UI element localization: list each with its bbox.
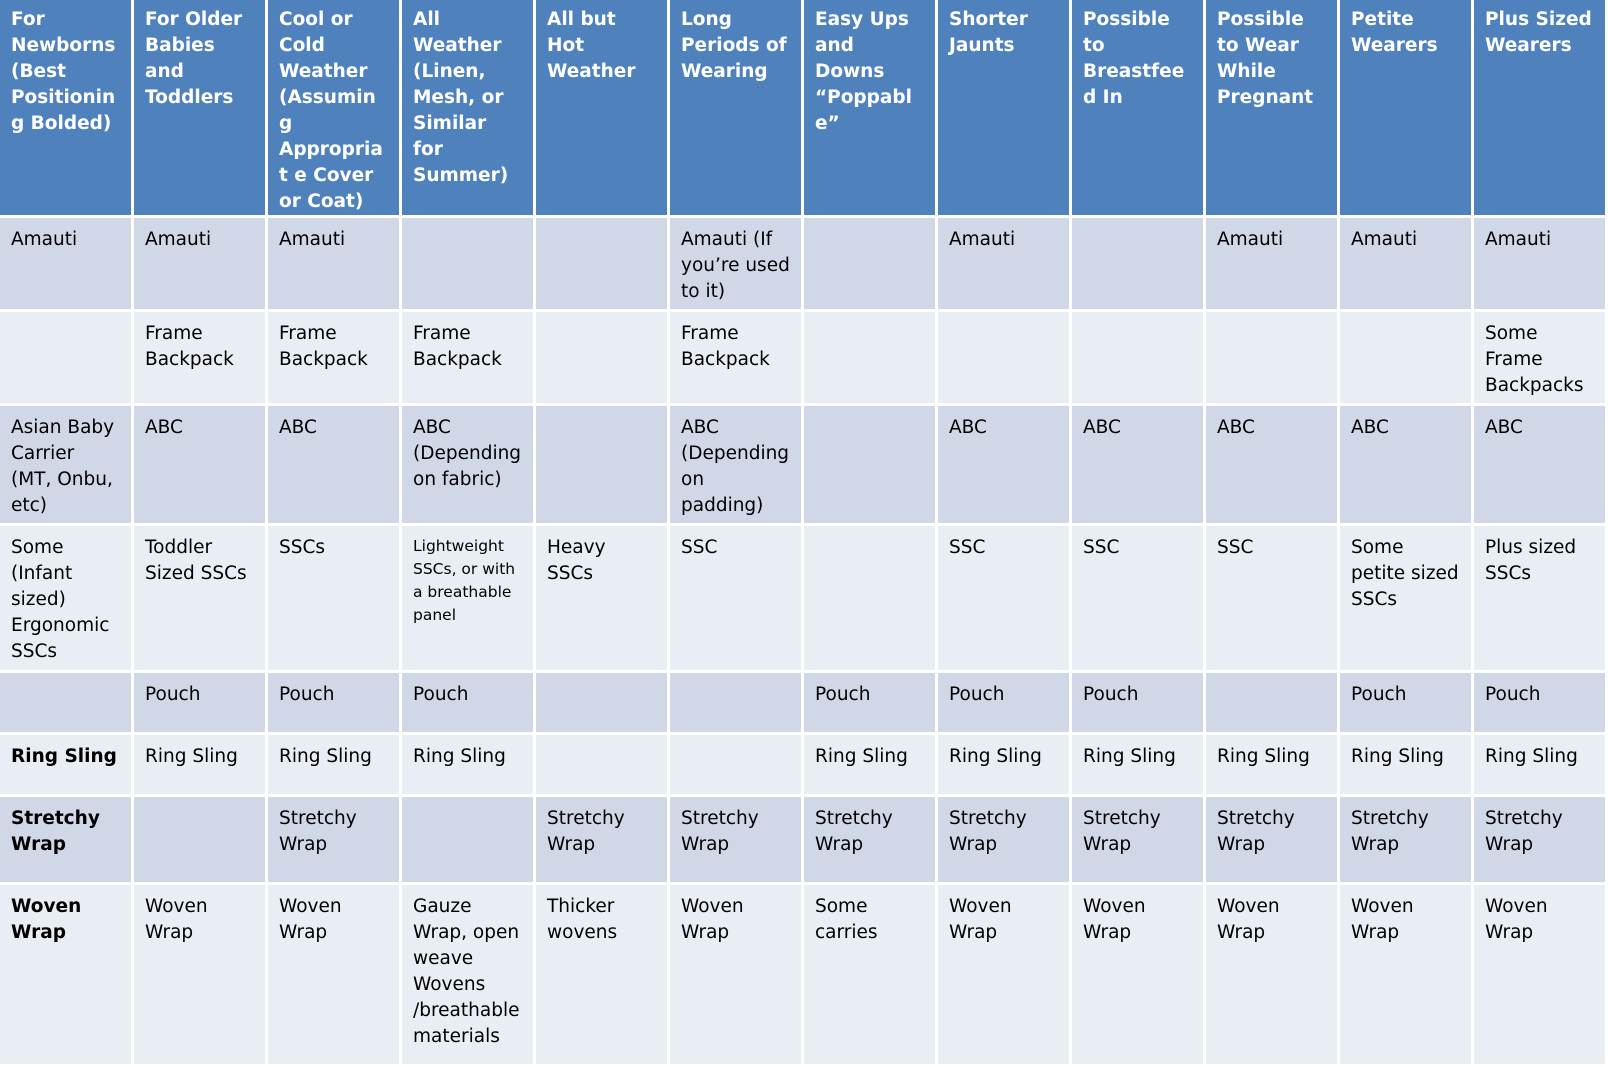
- header-older-babies: For Older Babies and Toddlers: [134, 0, 265, 215]
- table-cell: Stretchy Wrap: [670, 797, 801, 882]
- table-cell: Frame Backpack: [268, 312, 399, 403]
- row-woven-wrap: [0, 885, 1605, 1064]
- header-long-periods: Long Periods of Wearing: [670, 0, 801, 215]
- table-cell: Woven Wrap: [268, 885, 399, 1064]
- table-cell: SSC: [1206, 526, 1337, 670]
- table-cell: ABC (Depending on fabric): [402, 406, 533, 523]
- table-cell: Stretchy Wrap: [1206, 797, 1337, 882]
- table-cell: Woven Wrap: [670, 885, 801, 1064]
- row-ssc: [0, 526, 1605, 670]
- table-cell: Ring Sling: [1072, 735, 1203, 794]
- table-cell: Some Frame Backpacks: [1474, 312, 1605, 403]
- table-cell: Ring Sling: [1340, 735, 1471, 794]
- table-cell: [402, 218, 533, 309]
- table-cell: Some carries: [804, 885, 935, 1064]
- table-cell: ABC: [268, 406, 399, 523]
- table-cell: [1072, 312, 1203, 403]
- table-cell: SSC: [938, 526, 1069, 670]
- table-cell: Some petite sized SSCs: [1340, 526, 1471, 670]
- row-frame-backpack: [0, 312, 1605, 403]
- table-cell: Ring Sling: [1206, 735, 1337, 794]
- header-plus-sized: Plus Sized Wearers: [1474, 0, 1605, 215]
- table-cell: [134, 797, 265, 882]
- table-cell: Stretchy Wrap: [0, 797, 131, 882]
- table-cell: Amauti: [1474, 218, 1605, 309]
- table-cell: Stretchy Wrap: [938, 797, 1069, 882]
- table-cell: Ring Sling: [938, 735, 1069, 794]
- table-cell: Stretchy Wrap: [536, 797, 667, 882]
- table-cell: Pouch: [1474, 673, 1605, 732]
- header-cold-weather: Cool or Cold Weather (Assuming Appropriat e Cover or Coat): [268, 0, 399, 215]
- table-cell: Pouch: [938, 673, 1069, 732]
- table-cell: Ring Sling: [402, 735, 533, 794]
- header-petite: Petite Wearers: [1340, 0, 1471, 215]
- table-cell: Stretchy Wrap: [268, 797, 399, 882]
- table-cell: Woven Wrap: [1340, 885, 1471, 1064]
- header-all-but-hot: All but Hot Weather: [536, 0, 667, 215]
- table-cell: Frame Backpack: [134, 312, 265, 403]
- table-cell: Frame Backpack: [670, 312, 801, 403]
- table-cell: [670, 673, 801, 732]
- table-cell: ABC: [1072, 406, 1203, 523]
- table-cell: [1206, 673, 1337, 732]
- table-cell: Stretchy Wrap: [1340, 797, 1471, 882]
- table-cell: Asian Baby Carrier (MT, Onbu, etc): [0, 406, 131, 523]
- row-amauti: [0, 218, 1605, 309]
- table-cell: Plus sized SSCs: [1474, 526, 1605, 670]
- table-cell: [402, 797, 533, 882]
- table-cell: Ring Sling: [134, 735, 265, 794]
- table-cell: ABC: [1474, 406, 1605, 523]
- table-cell: Amauti: [0, 218, 131, 309]
- table-cell: SSC: [1072, 526, 1203, 670]
- table-cell: Pouch: [402, 673, 533, 732]
- table-cell: Ring Sling: [1474, 735, 1605, 794]
- table-cell: Stretchy Wrap: [804, 797, 935, 882]
- table-cell: Pouch: [268, 673, 399, 732]
- table-cell: Lightweight SSCs, or with a breathable panel: [402, 526, 533, 670]
- row-pouch: [0, 673, 1605, 732]
- table-cell: Woven Wrap: [134, 885, 265, 1064]
- table-cell: Heavy SSCs: [536, 526, 667, 670]
- table-cell: [1072, 218, 1203, 309]
- header-pregnant: Possible to Wear While Pregnant: [1206, 0, 1337, 215]
- table-cell: Pouch: [1072, 673, 1203, 732]
- table-cell: ABC: [134, 406, 265, 523]
- row-ring-sling: [0, 735, 1605, 794]
- table-cell: [536, 406, 667, 523]
- table-cell: Amauti: [938, 218, 1069, 309]
- table-cell: SSC: [670, 526, 801, 670]
- table-cell: Toddler Sized SSCs: [134, 526, 265, 670]
- table-cell: [536, 312, 667, 403]
- table-cell: SSCs: [268, 526, 399, 670]
- table-cell: Woven Wrap: [0, 885, 131, 1064]
- row-stretchy-wrap: [0, 797, 1605, 882]
- table-cell: [670, 735, 801, 794]
- table-cell: ABC: [1206, 406, 1337, 523]
- table-cell: Pouch: [134, 673, 265, 732]
- table-cell: Amauti: [1206, 218, 1337, 309]
- table-cell: Amauti: [268, 218, 399, 309]
- table-cell: Amauti: [134, 218, 265, 309]
- table-cell: [0, 673, 131, 732]
- table-cell: Pouch: [804, 673, 935, 732]
- table-cell: Pouch: [1340, 673, 1471, 732]
- table-cell: [804, 218, 935, 309]
- table-cell: Stretchy Wrap: [1072, 797, 1203, 882]
- header-newborns: For Newborns (Best Positioning Bolded): [0, 0, 131, 215]
- table-cell: [804, 312, 935, 403]
- table-cell: Woven Wrap: [1206, 885, 1337, 1064]
- table-cell: Ring Sling: [268, 735, 399, 794]
- table-cell: ABC (Depending on padding): [670, 406, 801, 523]
- table-cell: Ring Sling: [0, 735, 131, 794]
- table-cell: Stretchy Wrap: [1474, 797, 1605, 882]
- table-cell: Woven Wrap: [1072, 885, 1203, 1064]
- table-cell: Thicker wovens: [536, 885, 667, 1064]
- table-cell: Frame Backpack: [402, 312, 533, 403]
- header-breastfeed: Possible to Breastfeed In: [1072, 0, 1203, 215]
- header-easy-ups: Easy Ups and Downs “Poppable”: [804, 0, 935, 215]
- table-cell: Amauti: [1340, 218, 1471, 309]
- table-cell: [1206, 312, 1337, 403]
- row-abc: [0, 406, 1605, 523]
- table-cell: [1340, 312, 1471, 403]
- header-all-weather: All Weather (Linen, Mesh, or Similar for Summer): [402, 0, 533, 215]
- header-row: [0, 0, 1605, 215]
- table-cell: [536, 673, 667, 732]
- table-cell: [536, 735, 667, 794]
- table-cell: Amauti (If you’re used to it): [670, 218, 801, 309]
- table-cell: [804, 406, 935, 523]
- table-cell: [536, 218, 667, 309]
- table-cell: Woven Wrap: [1474, 885, 1605, 1064]
- table-cell: Gauze Wrap, open weave Wovens /breathable materials: [402, 885, 533, 1064]
- table-cell: Some (Infant sized) Ergonomic SSCs: [0, 526, 131, 670]
- table-cell: [938, 312, 1069, 403]
- header-shorter-jaunts: Shorter Jaunts: [938, 0, 1069, 215]
- table-cell: [804, 526, 935, 670]
- table-cell: Ring Sling: [804, 735, 935, 794]
- table-cell: ABC: [938, 406, 1069, 523]
- table-cell: ABC: [1340, 406, 1471, 523]
- table-cell: Woven Wrap: [938, 885, 1069, 1064]
- table-cell: [0, 312, 131, 403]
